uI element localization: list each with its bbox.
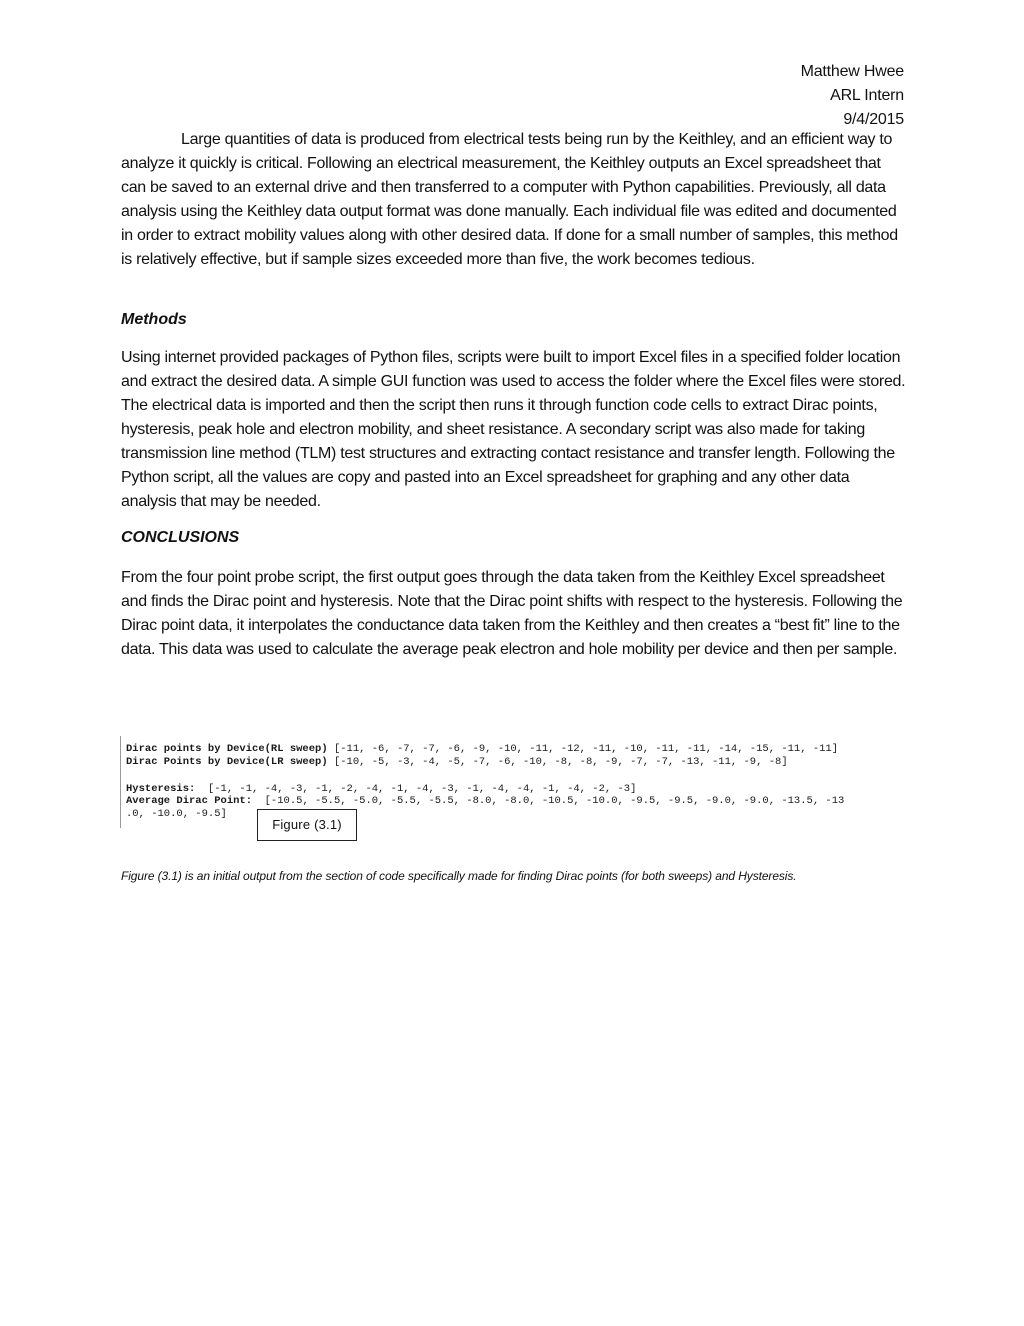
author-name: Matthew Hwee [800,63,904,80]
code-label-hysteresis: Hysteresis: [126,783,196,795]
code-line-hysteresis [126,784,636,795]
figure-label: Figure (3.1) [257,809,357,841]
code-line-average-dirac [126,796,844,807]
document-date: 9/4/2015 [843,111,904,128]
methods-paragraph: Using internet provided packages of Python files, scripts were built to import Excel files in a specified folder location and extract the desired data. A simple GUI function was used to access the folder where the Excel files were stored. The electrical data is imported and then the script then runs it through function code cells to extract Dirac points, hysteresis, peak hole and electron mobility, and sheet resistance. A secondary script was also made for taking transmission line method (TLM) test structures and extracting contact resistance and transfer length. Following the Python script, all the values are copy and pasted into an Excel spreadsheet for graphing and any other data analysis that may be needed. [121,349,906,510]
conclusions-paragraph: From the four point probe script, the first output goes through the data taken from the Keithley Excel spreadsheet and finds the Dirac point and hysteresis. Note that the Dirac point shifts with respect to the hysteresis. Following the Dirac point data, it interpolates the conductance data taken from the Keithley and then creates a “best fit” line to the data. This data was used to calculate the average peak electron and hole mobility per device and then per sample. [121,569,903,658]
author-role: ARL Intern [830,87,904,104]
code-value-average-dirac: [-10.5, -5.5, -5.0, -5.5, -5.5, -8.0, -8.0, -10.5, -10.0, -9.5, -9.5, -9.0, -9.0, -13.5, -13 [252,795,845,807]
intro-paragraph: Large quantities of data is produced from electrical tests being run by the Keithley, and an efficient way to analyze it quickly is critical. Following an electrical measurement, the Keithley outputs an Excel spreadsheet that can be saved to an external drive and then transferred to a computer with Python capabilities. Previously, all data analysis using the Keithley data output format was done manually. Each individual file was edited and documented in order to extract mobility values along with other desired data. If done for a small number of samples, this method is relatively effective, but if sample sizes exceeded more than five, the work becomes tedious. [121,131,898,268]
code-line-average-dirac-cont: .0, -10.0, -9.5] [126,808,227,820]
figure-caption: Figure (3.1) is an initial output from the section of code specifically made for finding Dirac points (for both sweeps) and Hysteresis. [121,869,797,883]
code-value-hysteresis: [-1, -1, -4, -3, -1, -2, -4, -1, -4, -3, -1, -4, -4, -1, -4, -2, -3] [195,783,637,795]
code-label-average-dirac: Average Dirac Point: [126,795,253,807]
code-value-dirac-rl: [-11, -6, -7, -7, -6, -9, -10, -11, -12, -11, -10, -11, -11, -14, -15, -11, -11] [327,743,839,755]
code-label-dirac-rl: Dirac points by Device(RL sweep) [126,743,328,755]
conclusions-heading: CONCLUSIONS [121,529,240,546]
code-line-dirac-lr [126,757,788,768]
code-output-figure [120,736,906,828]
code-label-dirac-lr: Dirac Points by Device(LR sweep) [126,756,328,768]
code-line-dirac-rl [126,744,838,755]
methods-heading: Methods [121,311,187,328]
code-value-dirac-lr: [-10, -5, -3, -4, -5, -7, -6, -10, -8, -8, -9, -7, -7, -13, -11, -9, -8] [327,756,788,768]
document-header [801,60,904,132]
